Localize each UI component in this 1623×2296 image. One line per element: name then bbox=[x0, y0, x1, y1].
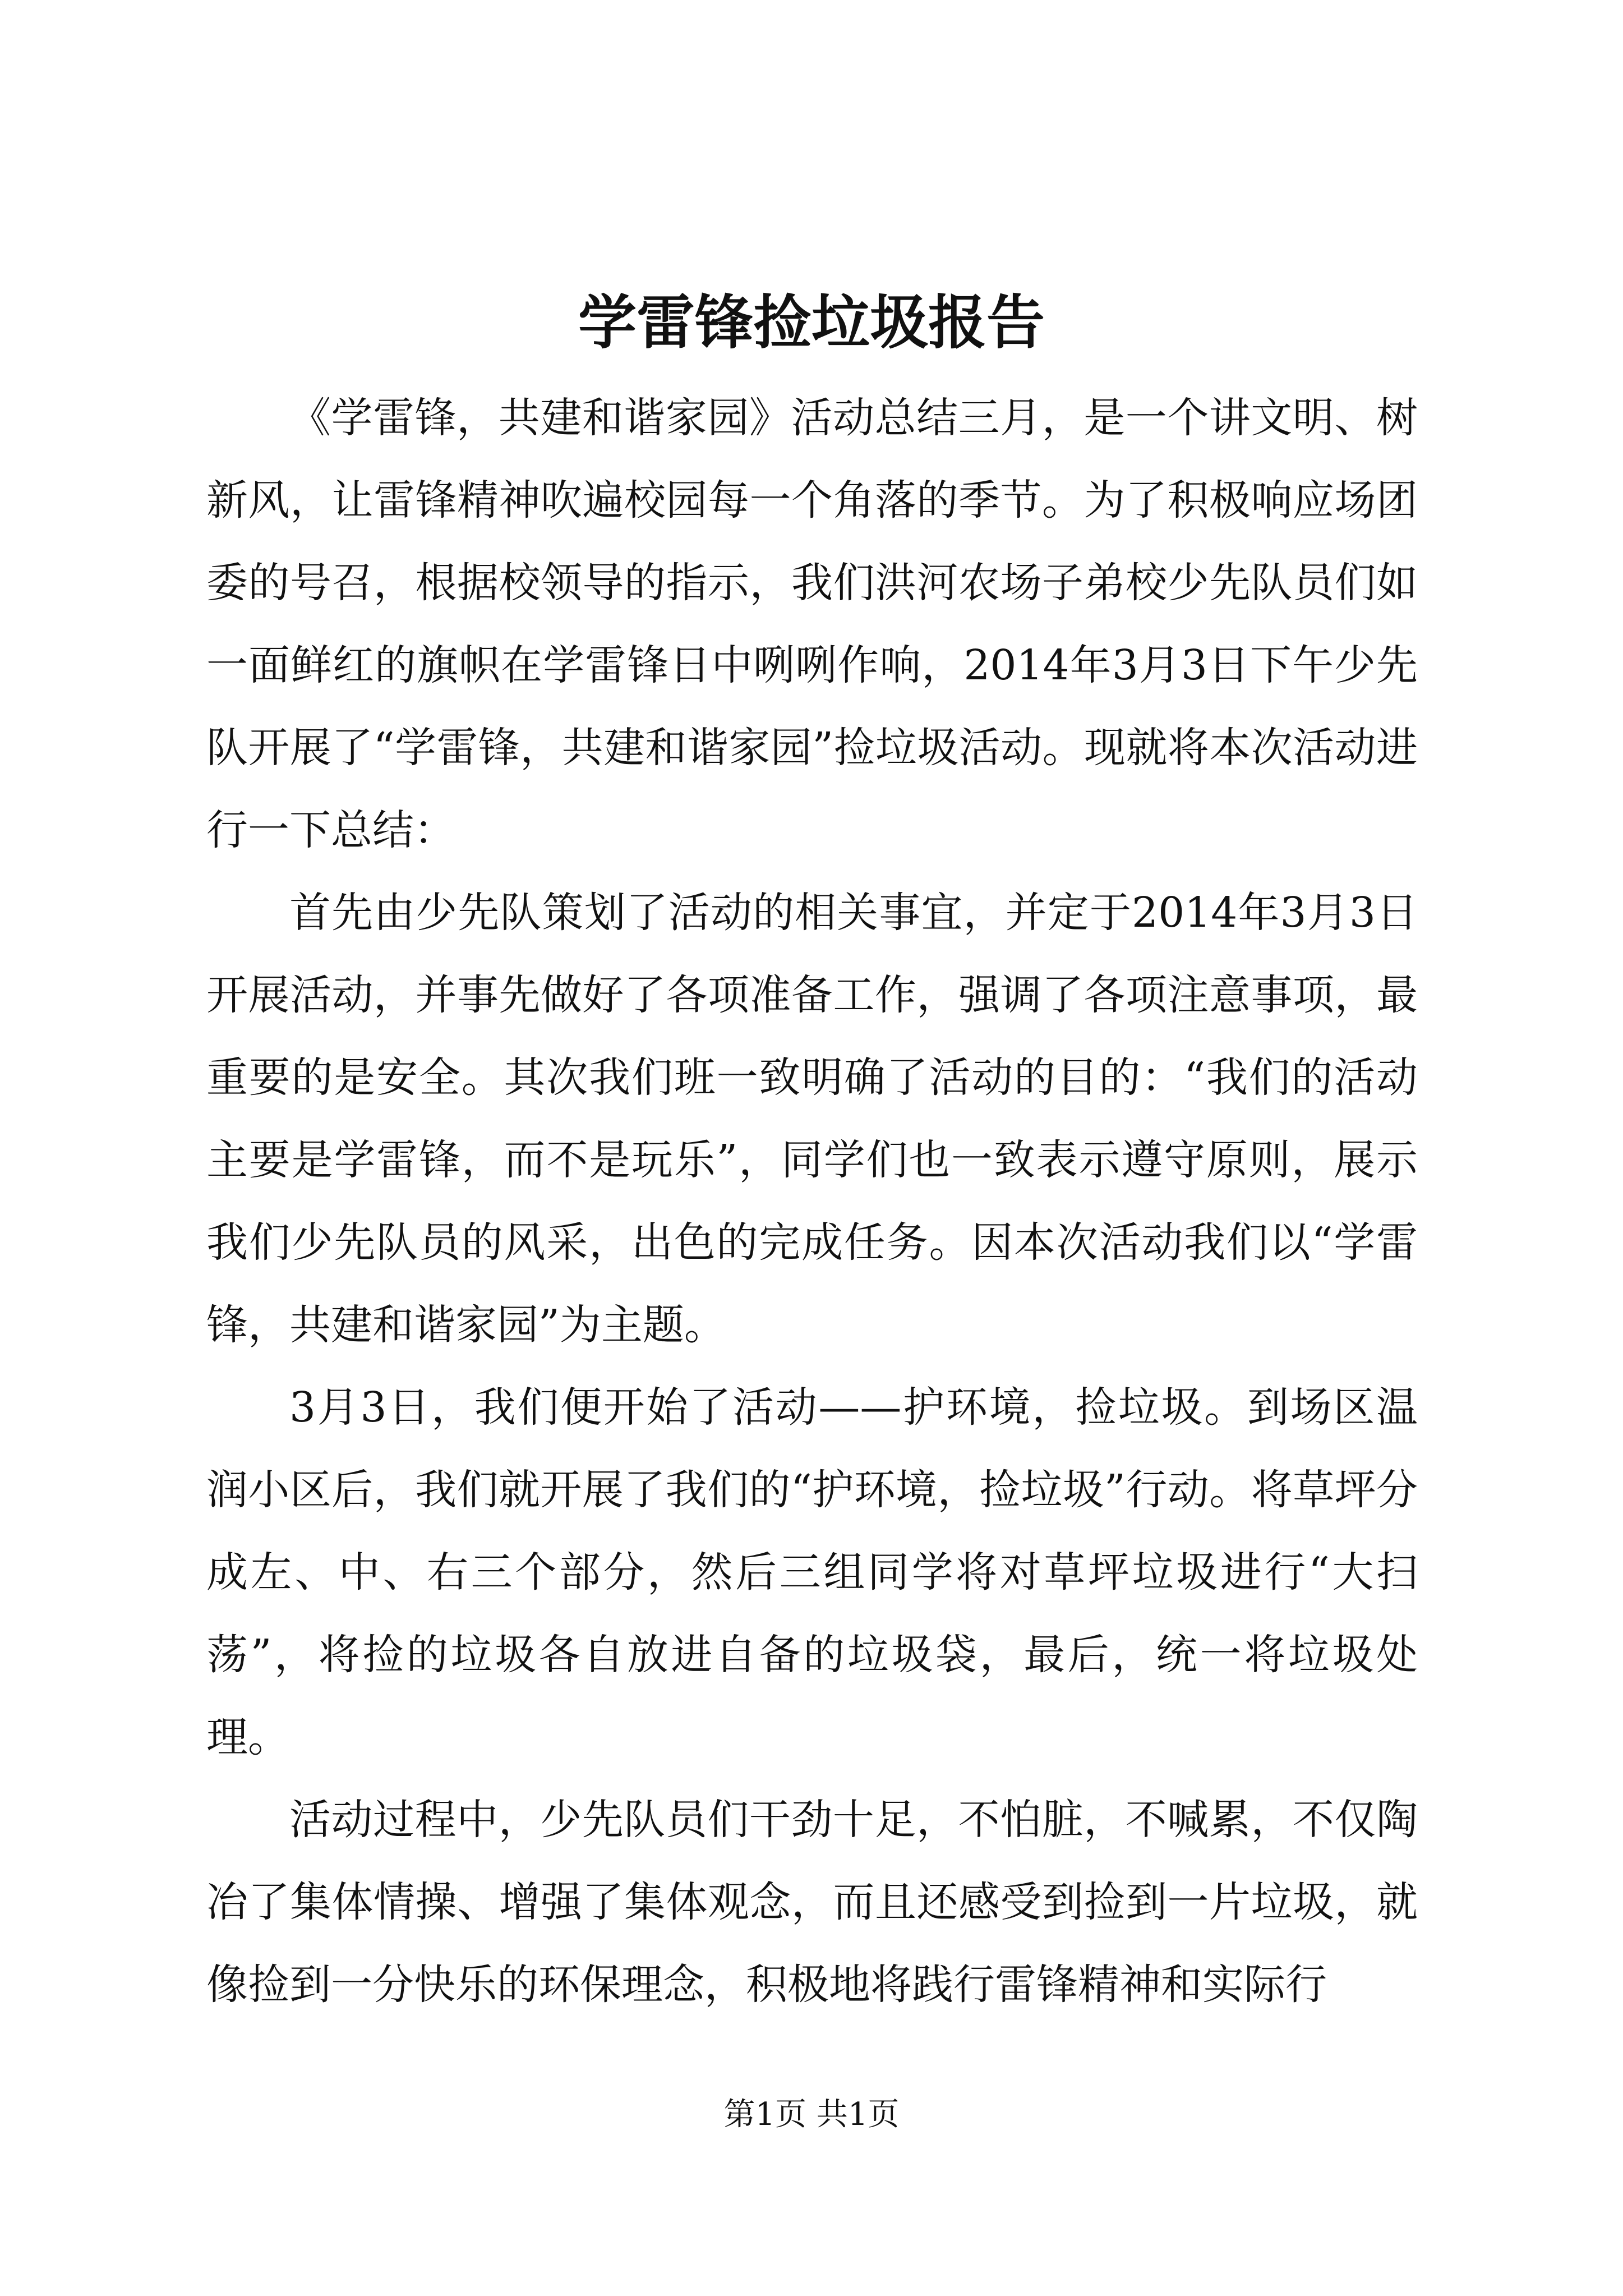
page-footer: 第1页 共1页 bbox=[723, 2096, 900, 2133]
paragraph-intro: 《学雷锋，共建和谐家园》活动总结三月，是一个讲文明、树新风，让雷锋精神吹遍校园每一个角落的季节。为了积极响应场团委的号召，根据校领导的指示，我们洪河农场子弟校少先队员们如一面鲜红的旗帜在学雷锋日中咧咧作响，2014年3月3日下午少先队开展了“学雷锋，共建和谐家园”捡垃圾活动。现就将本次活动进行一下总结： bbox=[206, 394, 1418, 854]
paragraph-process: 活动过程中，少先队员们干劲十足，不怕脏，不喊累，不仅陶冶了集体情操、增强了集体观念，而且还感受到捡到一片垃圾，就像捡到一分快乐的环保理念，积极地将践行雷锋精神和实际行 bbox=[206, 1796, 1418, 2009]
paragraph-activity: 3月3日，我们便开始了活动——护环境，捡垃圾。到场区温润小区后，我们就开展了我们的“护环境，捡垃圾”行动。将草坪分成左、中、右三个部分，然后三组同学将对草坪垃圾进行“大扫荡”，将捡的垃圾各自放进自备的垃圾袋，最后，统一将垃圾处理。 bbox=[206, 1383, 1418, 1761]
document-title: 学雷锋捡垃圾报告 bbox=[578, 288, 1045, 357]
paragraph-preparation: 首先由少先队策划了活动的相关事宜，并定于2014年3月3日开展活动，并事先做好了各项准备工作，强调了各项注意事项，最重要的是安全。其次我们班一致明确了活动的目的：“我们的活动主要是学雷锋，而不是玩乐”，同学们也一致表示遵守原则，展示我们少先队员的风采，出色的完成任务。因本次活动我们以“学雷锋，共建和谐家园”为主题。 bbox=[206, 889, 1418, 1349]
document-body bbox=[206, 377, 1418, 2026]
